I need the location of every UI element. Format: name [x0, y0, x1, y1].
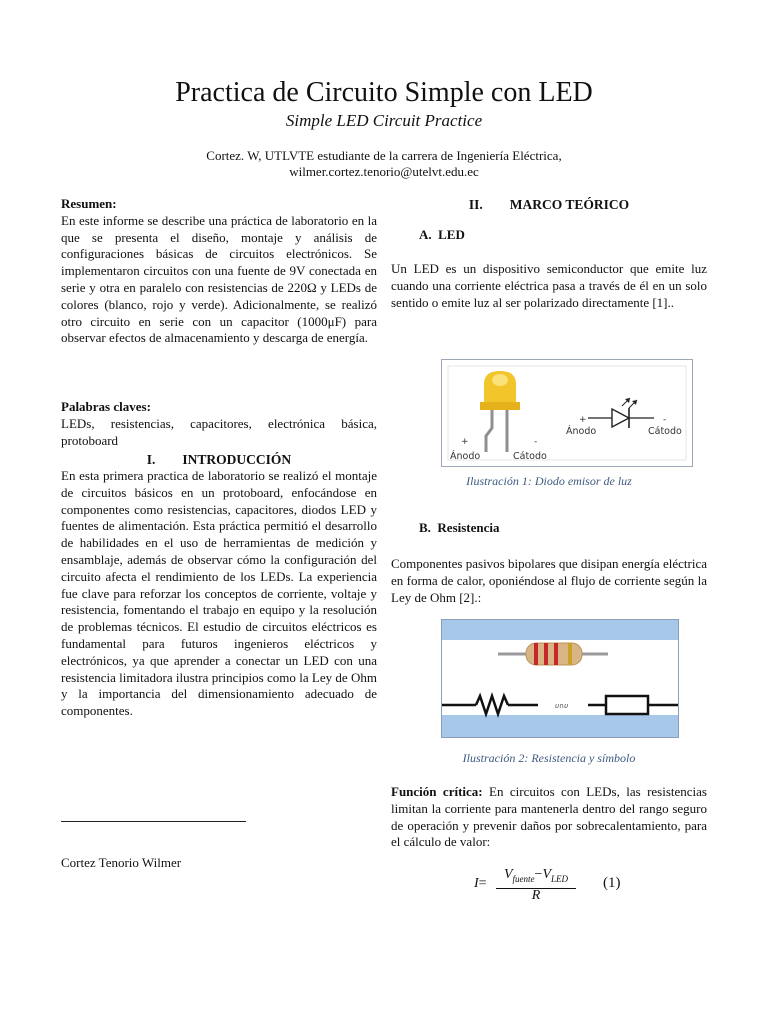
resistor-diagram [442, 620, 678, 737]
paper-subtitle: Simple LED Circuit Practice [285, 111, 483, 130]
figure2-mid-label: υ∩υ [555, 702, 569, 710]
footnote-rule [61, 821, 246, 822]
catodo-right: Cátodo [648, 426, 682, 437]
equation-lhs [474, 876, 487, 892]
eq-equals: = [478, 876, 487, 891]
author-email: wilmer.cortez.tenorio@utelvt.edu.ec [289, 164, 479, 179]
figure2-resistor [441, 619, 679, 738]
eq-v1: V [503, 867, 513, 882]
eq-sub-fuente: fuente [512, 873, 535, 884]
abstract-section [61, 196, 377, 347]
critical-function-text: En circuitos con LEDs, las resistencias limitan la corriente para mantenerla dentro del rango seguro de operación y prevenir daños por sobrecalentamiento, para el cálculo de valor: [391, 784, 707, 850]
subsection-b-title: B. Resistencia [419, 520, 500, 535]
author-block [0, 148, 768, 180]
keywords-text: LEDs, resistencias, capacitores, electrónica básica, protoboard [61, 415, 377, 448]
intro-heading: I. INTRODUCCIÓN [146, 452, 292, 467]
resistor-paragraph: Componentes pasivos bipolares que disipan energía eléctrica en forma de calor, oponiéndose al flujo de corriente según la Ley de Ohm [2].: [391, 556, 707, 605]
paper-title: Practica de Circuito Simple con LED [175, 77, 593, 108]
minus-left: - [534, 437, 538, 447]
figure1-led [441, 359, 693, 467]
intro-text: En esta primera practica de laboratorio se realizó el montaje de circuitos básicos en un protoboard, enfocándose en componentes como resistencias, capacitores, diodos LED y fuentes de alimentación. Esta práctica permitió el desarrollo de habilidades en el uso de herramientas de medición y ensamblaje, además de observar cómo la configuración del circuito afecta el rendimiento de los LEDs. La experiencia fue clave para reforzar los conceptos de corriente, voltaje y resistencia, fomentando el trabajo en equipo y la resolución de problemas técnicos. El estudio de circuitos eléctricos es fundamental para futuros ingenieros eléctricos y electrónicos, ya que aprender a conectar un LED con una resistencia limitadora ilustra principios como la Ley de Ohm y la importancia del dimensionamiento adecuado de componentes. [61, 468, 377, 719]
abstract-text: En este informe se describe una práctica de laboratorio en la que se presenta el diseño, montaje y análisis de configuraciones básicas de circuitos electrónicos. Se implementaron circuitos con una fuente de 9V conectada en serie y otra en paralelo con resistencias de 220Ω y LEDs de colores (blanco, rojo y verde). Adicionalmente, se realizó otro circuito en serie con un capacitor (1000μF) para observar efectos de almacenamiento y descarga de energía. [61, 212, 377, 346]
anodo-right: Ánodo [566, 426, 597, 437]
led-diagram [442, 360, 692, 466]
plus-right: + [579, 415, 587, 425]
eq-minus: − [534, 867, 543, 882]
critical-function-label: Función crítica: [391, 784, 483, 799]
eq-v2: V [542, 867, 551, 882]
keywords-label: Palabras claves: [61, 399, 151, 414]
plus-left: + [461, 437, 469, 447]
subsection-a-title: A. LED [419, 227, 465, 242]
figure2-caption: Ilustración 2: Resistencia y símbolo [462, 751, 636, 765]
anodo-left: Ánodo [450, 451, 481, 462]
figure1-caption: Ilustración 1: Diodo emisor de luz [466, 474, 632, 488]
critical-function-paragraph [391, 784, 707, 851]
abstract-label: Resumen: [61, 196, 117, 211]
eq-sub-led: LED [551, 873, 569, 884]
eq-current-symbol: I [474, 876, 479, 891]
catodo-left: Cátodo [513, 451, 547, 462]
keywords-section [61, 399, 377, 449]
equation-numerator [496, 866, 576, 889]
led-paragraph: Un LED es un dispositivo semiconductor que emite luz cuando una corriente eléctrica pasa a través de él en un solo sentido o emite luz al ser polarizado directamente [1].. [391, 261, 707, 310]
equation-denominator: R [531, 888, 541, 903]
minus-right: - [663, 415, 667, 425]
theory-heading: II. MARCO TEÓRICO [468, 197, 630, 212]
author-line: Cortez. W, UTLVTE estudiante de la carrera de Ingeniería Eléctrica, [206, 148, 562, 163]
footer-name: Cortez Tenorio Wilmer [61, 855, 182, 870]
equation-number: (1) [603, 875, 621, 891]
figure1-frame [448, 366, 686, 460]
